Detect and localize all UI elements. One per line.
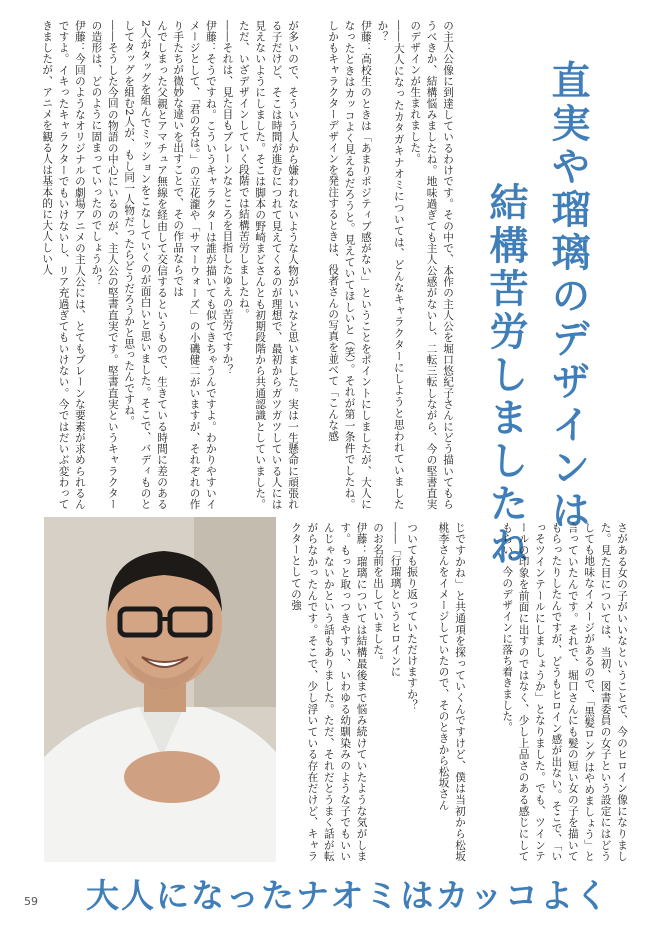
headline-line2: 結構苦労しましたね [483,182,529,569]
body-text-lower-left: のお名前を出していました。 伊藤：瑠璃については結構最後まで悩み続けていたような気がします。もっと取っつきやすい、いわゆる幼馴染みのような子でもいいんじゃないかという話もありました。ただ、それだとうまく話が転がらなかったんです。そこで、少し浮いている存在だけど、キャラクターとしての強 [289,522,384,862]
body-text-lower-question: ついても振り返っていただけますか？ ――「行瑠璃というヒロインに [389,522,418,711]
page-number: 59 [24,895,38,908]
headline-line1: 直実や瑠璃のデザインは [545,60,591,533]
portrait-illustration [44,517,276,862]
photo-caption: 大人になったナオミはカッコよく [86,876,611,915]
body-text-upper-left: んでしまった父親とアマチュア無線を経由して交信するというもので、生きている時間に差のある2人がタッグを組んでミッションをこなしていくのが面白いと思いました。そこで、バディものとしてタッグを組む2人が、もし同一人物だったらどうだろうかと思ったんですね。 ――そうした今回の物語の中心にいるのが、主人公の堅書直実です。堅書直実というキャラクターの造形は、どのように固まっていったのでしょうか？ 伊藤：今回のようなオリジナルの劇場アニメの主人公には、とてもブレーンな要素が求められるんですよ。イキったキャラクターでもいけないし、リア充過ぎてもいけない。今ではだいぶ変わってきましたが、アニメを観る人は基本的に大人しい人 [41,20,168,510]
body-text-upper-middle: が多いので、そういう人から嫌われないような人物がいいなと思いました。実は一生懸命に頑張れる子だけど、そこは時間が進むにつれて見えてくるのが理想で、最初からガツガツしている人には見えないようにしました。そこは脚本の野崎まどさんとも初期段階から共通認識としていました。ただ、いざデザインしていく段階では結構苦労しましたね。 ――それは、見た目もブレーンなところを目指したゆえの苦労ですか？ 伊藤：そうですね。こういうキャラクターは誰が描いても似てきちゃうんですよ。わかりやすいイメージとして、「君の名は。」の立花瀧や「サマーウォーズ」の小磯健二がいますが、それぞれの作り手たちが微妙な違いを出すことで、その作品ならでは [172,20,299,510]
body-text-upper-right: の主人公像に到達しているわけです。その中で、本作の主人公を堀口悠紀子さんにどう描いてもらうべきか、結構悩みましたね。地味過ぎても主人公感がないし、二転三転しながら、今の堅書直実のデザインが生まれました。 ――大人になったカタガキナオミについては、どんなキャラクターにしようと思われていましたか？ 伊藤：高校生のときは「あまりポジティブ感がない」ということをポイントにしましたが、大人になったときはカッコよく見えるだろうと。見えていてほしいと（笑）。それが第一条件でしたね。しかもキャラクターデザインを発注するときは、役者さんの写真を並べて「こんな感 [327,20,454,510]
body-text-lower-right-b: じですかね」と共通項を探っていくんですけど、僕は当初から松坂桃李さんをイメージしていたので、そのときから松坂さん [437,522,466,862]
portrait-photo [44,517,276,862]
body-text-lower-right-a: さがある女の子がいいなということで、今のヒロイン像になりました。見た目については、当初、図書委員の女子という設定にはどうしても地味なイメージがあるので、「黒髪ロングはやめましょう」と言っていたんです。それで、堀口さんにも髪の短い女の子を描いてもらったりしたんですが、どうもヒロイン感が出ない。そこで、「いっそツインテールにしましょうか」となりました。でも、ツインテールの印象を前面に出すのではなく、少し上品さのある感じにしてもらい、今のデザインに落ち着きました。 [501,522,628,862]
